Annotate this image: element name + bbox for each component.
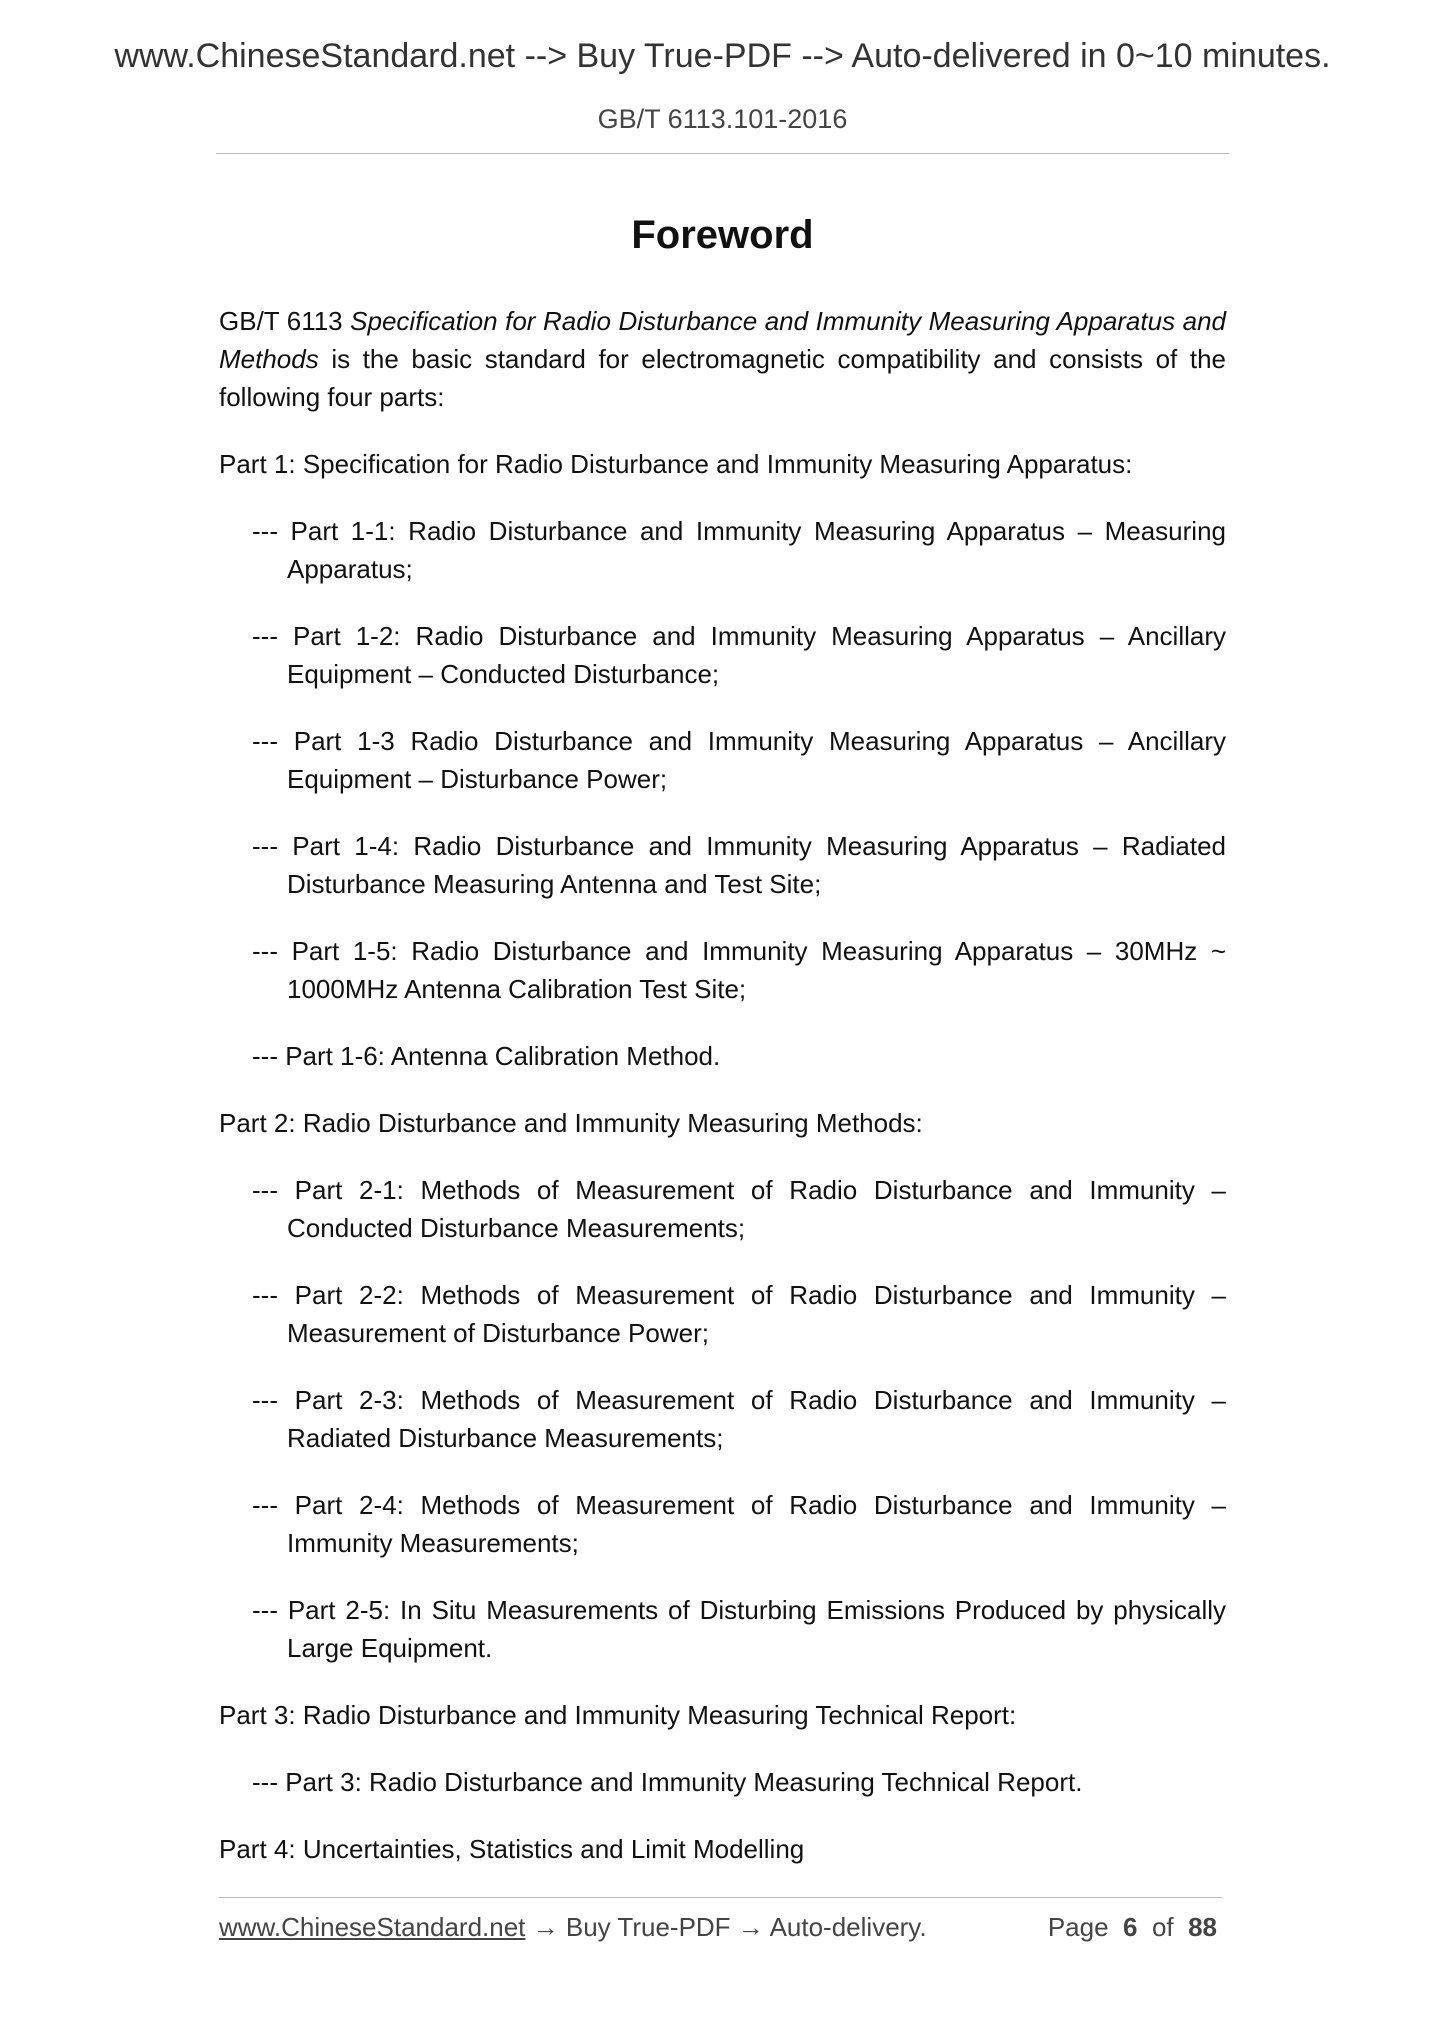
part-item: --- Part 1-4: Radio Disturbance and Immunity Measuring Apparatus – Radiated Disturbance Measuring Antenna and Test Site; bbox=[252, 831, 1226, 899]
parts-list bbox=[219, 445, 1226, 1868]
standard-title: Specification for Radio Disturbance and Immunity Measuring Apparatus and Methods bbox=[219, 306, 1226, 374]
part-item: --- Part 1-5: Radio Disturbance and Immunity Measuring Apparatus – 30MHz ~ 1000MHz Antenna Calibration Test Site; bbox=[252, 936, 1226, 1004]
part-heading: Part 2: Radio Disturbance and Immunity Measuring Methods: bbox=[219, 1108, 923, 1138]
part-item: --- Part 2-4: Methods of Measurement of Radio Disturbance and Immunity – Immunity Measurements; bbox=[252, 1490, 1226, 1558]
part-item: --- Part 2-3: Methods of Measurement of Radio Disturbance and Immunity – Radiated Disturbance Measurements; bbox=[252, 1385, 1226, 1453]
part-item: --- Part 1-1: Radio Disturbance and Immunity Measuring Apparatus – Measuring Apparatus; bbox=[252, 516, 1226, 584]
part-heading: Part 4: Uncertainties, Statistics and Limit Modelling bbox=[219, 1834, 805, 1864]
header-banner: www.ChineseStandard.net --> Buy True-PDF --> Auto-delivered in 0~10 minutes. bbox=[114, 37, 1331, 75]
footer-promo-text: → Buy True-PDF → Auto-delivery. bbox=[525, 1912, 927, 1942]
document-id: GB/T 6113.101-2016 bbox=[597, 104, 848, 134]
page-label: Page bbox=[1047, 1912, 1109, 1942]
part-item: --- Part 2-2: Methods of Measurement of Radio Disturbance and Immunity – Measurement of Disturbance Power; bbox=[252, 1280, 1226, 1348]
part-item: --- Part 1-2: Radio Disturbance and Immunity Measuring Apparatus – Ancillary Equipment – Conducted Disturbance; bbox=[252, 621, 1226, 689]
footer-divider bbox=[219, 1897, 1222, 1898]
part-item: --- Part 2-1: Methods of Measurement of Radio Disturbance and Immunity – Conducted Disturbance Measurements; bbox=[252, 1175, 1226, 1243]
part-item: --- Part 2-5: In Situ Measurements of Disturbing Emissions Produced by physically Large Equipment. bbox=[252, 1595, 1226, 1663]
intro-paragraph bbox=[219, 302, 1226, 416]
page-number bbox=[1048, 1912, 1217, 1943]
standard-code: GB/T 6113 bbox=[219, 306, 343, 336]
part-heading: Part 1: Specification for Radio Disturbance and Immunity Measuring Apparatus: bbox=[219, 449, 1133, 479]
intro-text: is the basic standard for electromagnetic compatibility and consists of the following four parts: bbox=[219, 344, 1226, 412]
part-item: --- Part 3: Radio Disturbance and Immunity Measuring Technical Report. bbox=[252, 1767, 1083, 1797]
footer-site-link[interactable]: www.ChineseStandard.net bbox=[219, 1912, 526, 1942]
part-heading: Part 3: Radio Disturbance and Immunity Measuring Technical Report: bbox=[219, 1700, 1017, 1730]
part-item: --- Part 1-6: Antenna Calibration Method. bbox=[252, 1041, 721, 1071]
part-item: --- Part 1-3 Radio Disturbance and Immunity Measuring Apparatus – Ancillary Equipment – Disturbance Power; bbox=[252, 726, 1226, 794]
page-of-label: of bbox=[1151, 1912, 1174, 1942]
page-total: 88 bbox=[1188, 1912, 1217, 1942]
footer-promo bbox=[219, 1912, 927, 1943]
header-divider bbox=[216, 153, 1229, 154]
page-title: Foreword bbox=[631, 213, 814, 257]
page-current: 6 bbox=[1123, 1912, 1138, 1942]
foreword-body bbox=[219, 302, 1226, 1868]
